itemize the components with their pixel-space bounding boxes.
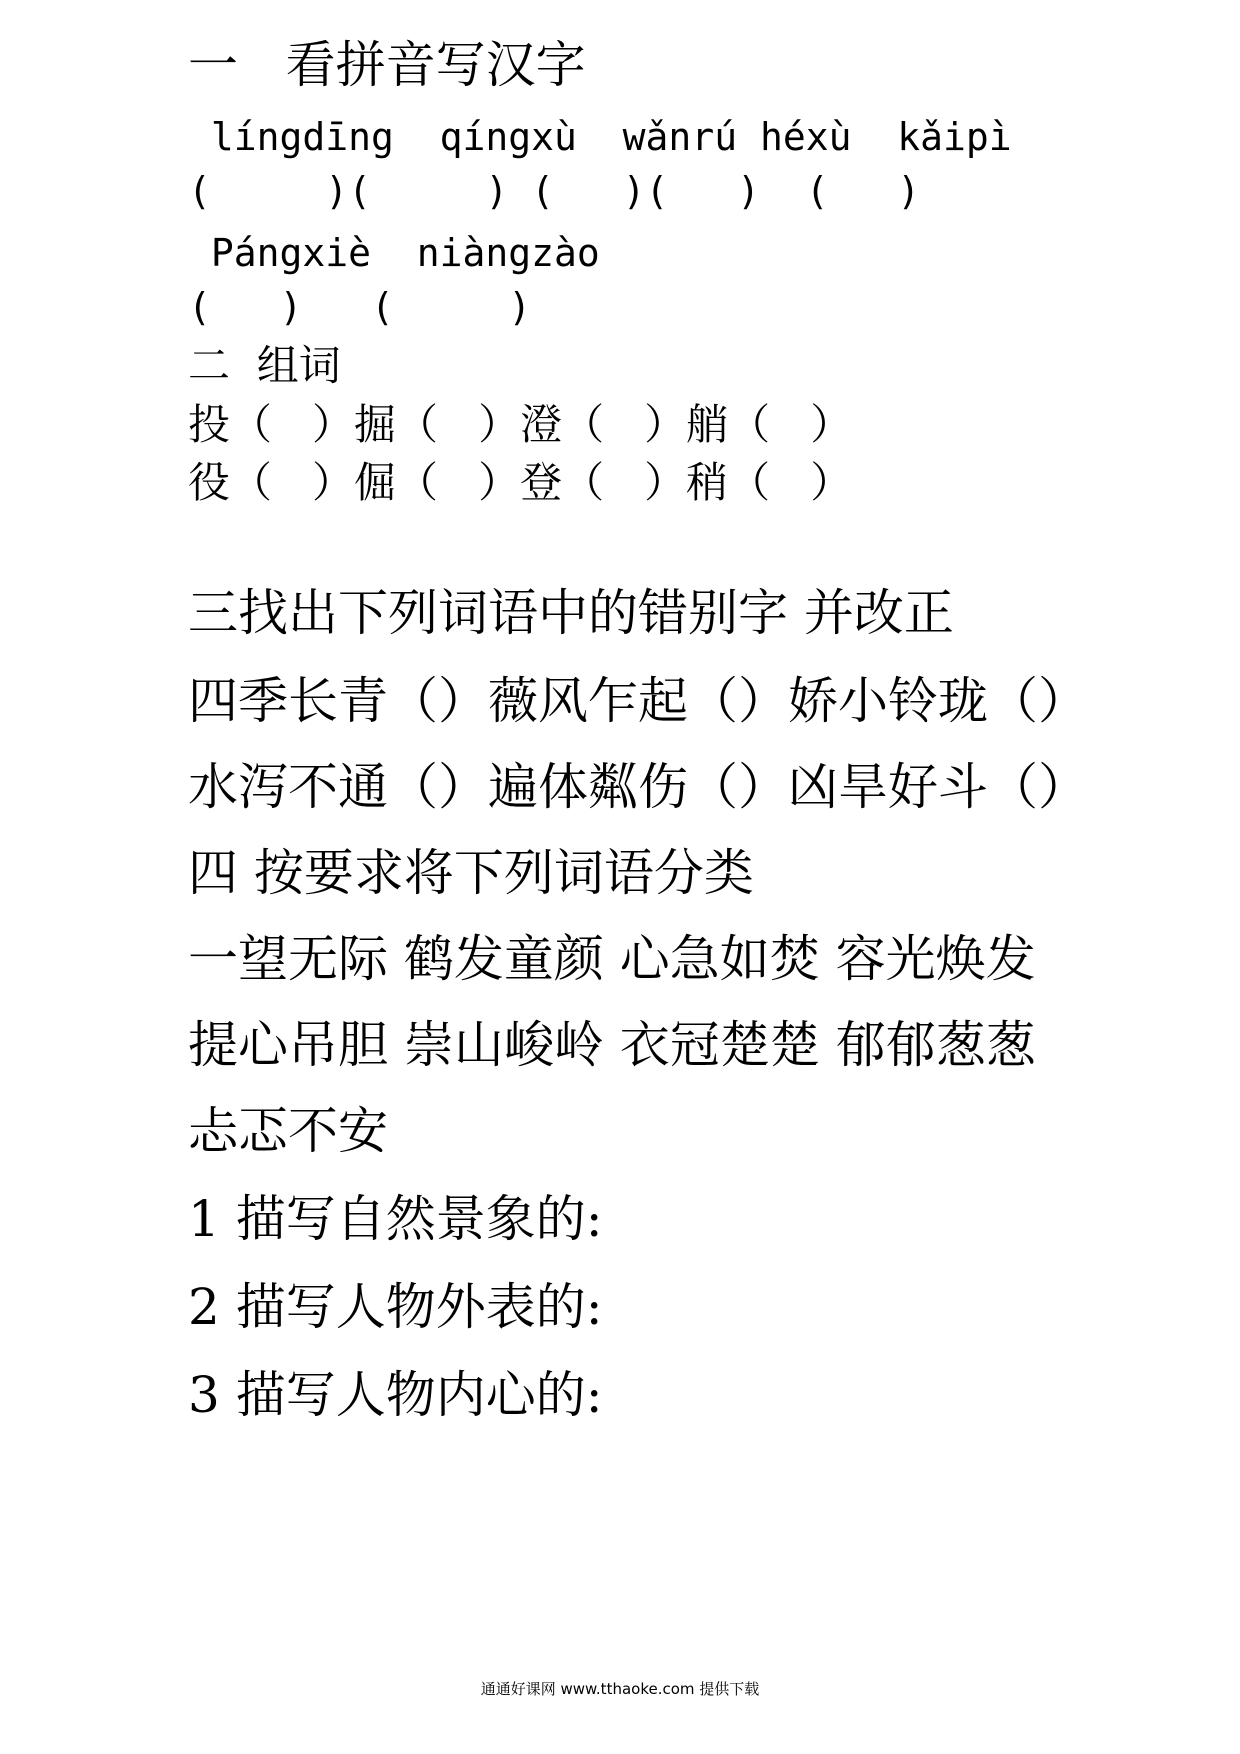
answer-blanks-row-1: ( )( ) ( )( ) ( ) xyxy=(188,169,921,213)
pinyin-row-2: Pángxiè niàngzào xyxy=(188,231,600,275)
category-inner-feelings: 3 描写人物内心的: xyxy=(188,1366,603,1424)
typo-row-2: 水泻不通（）遍体粼伤（）凶旱好斗（） xyxy=(188,758,1088,816)
section1-title: 一 看拼音写汉字 xyxy=(188,36,586,94)
footer-credit: 通通好课网 www.tthaoke.com 提供下载 xyxy=(480,1680,760,1698)
idiom-list-row-2: 提心吊胆 崇山峻岭 衣冠楚楚 郁郁葱葱 xyxy=(188,1016,1036,1074)
section3-title: 三找出下列词语中的错别字 并改正 xyxy=(188,584,954,642)
section2-title: 二 组词 xyxy=(188,341,341,390)
typo-row-1: 四季长青（）薇风乍起（）娇小铃珑（） xyxy=(188,672,1088,730)
word-group-row-1: 投（ ）掘（ ）澄（ ）艄（ ） xyxy=(188,400,853,449)
category-appearance: 2 描写人物外表的: xyxy=(188,1278,603,1336)
idiom-list-row-1: 一望无际 鹤发童颜 心急如焚 容光焕发 xyxy=(188,930,1036,988)
pinyin-row-1: língdīng qíngxù wǎnrú héxù kǎipì xyxy=(188,115,1012,159)
category-nature: 1 描写自然景象的: xyxy=(188,1190,603,1248)
word-group-row-2: 役（ ）倔（ ）登（ ）稍（ ） xyxy=(188,458,853,507)
idiom-list-row-3: 忐忑不安 xyxy=(188,1102,388,1160)
section4-title: 四 按要求将下列词语分类 xyxy=(188,844,754,902)
answer-blanks-row-2: ( ) ( ) xyxy=(188,285,532,329)
